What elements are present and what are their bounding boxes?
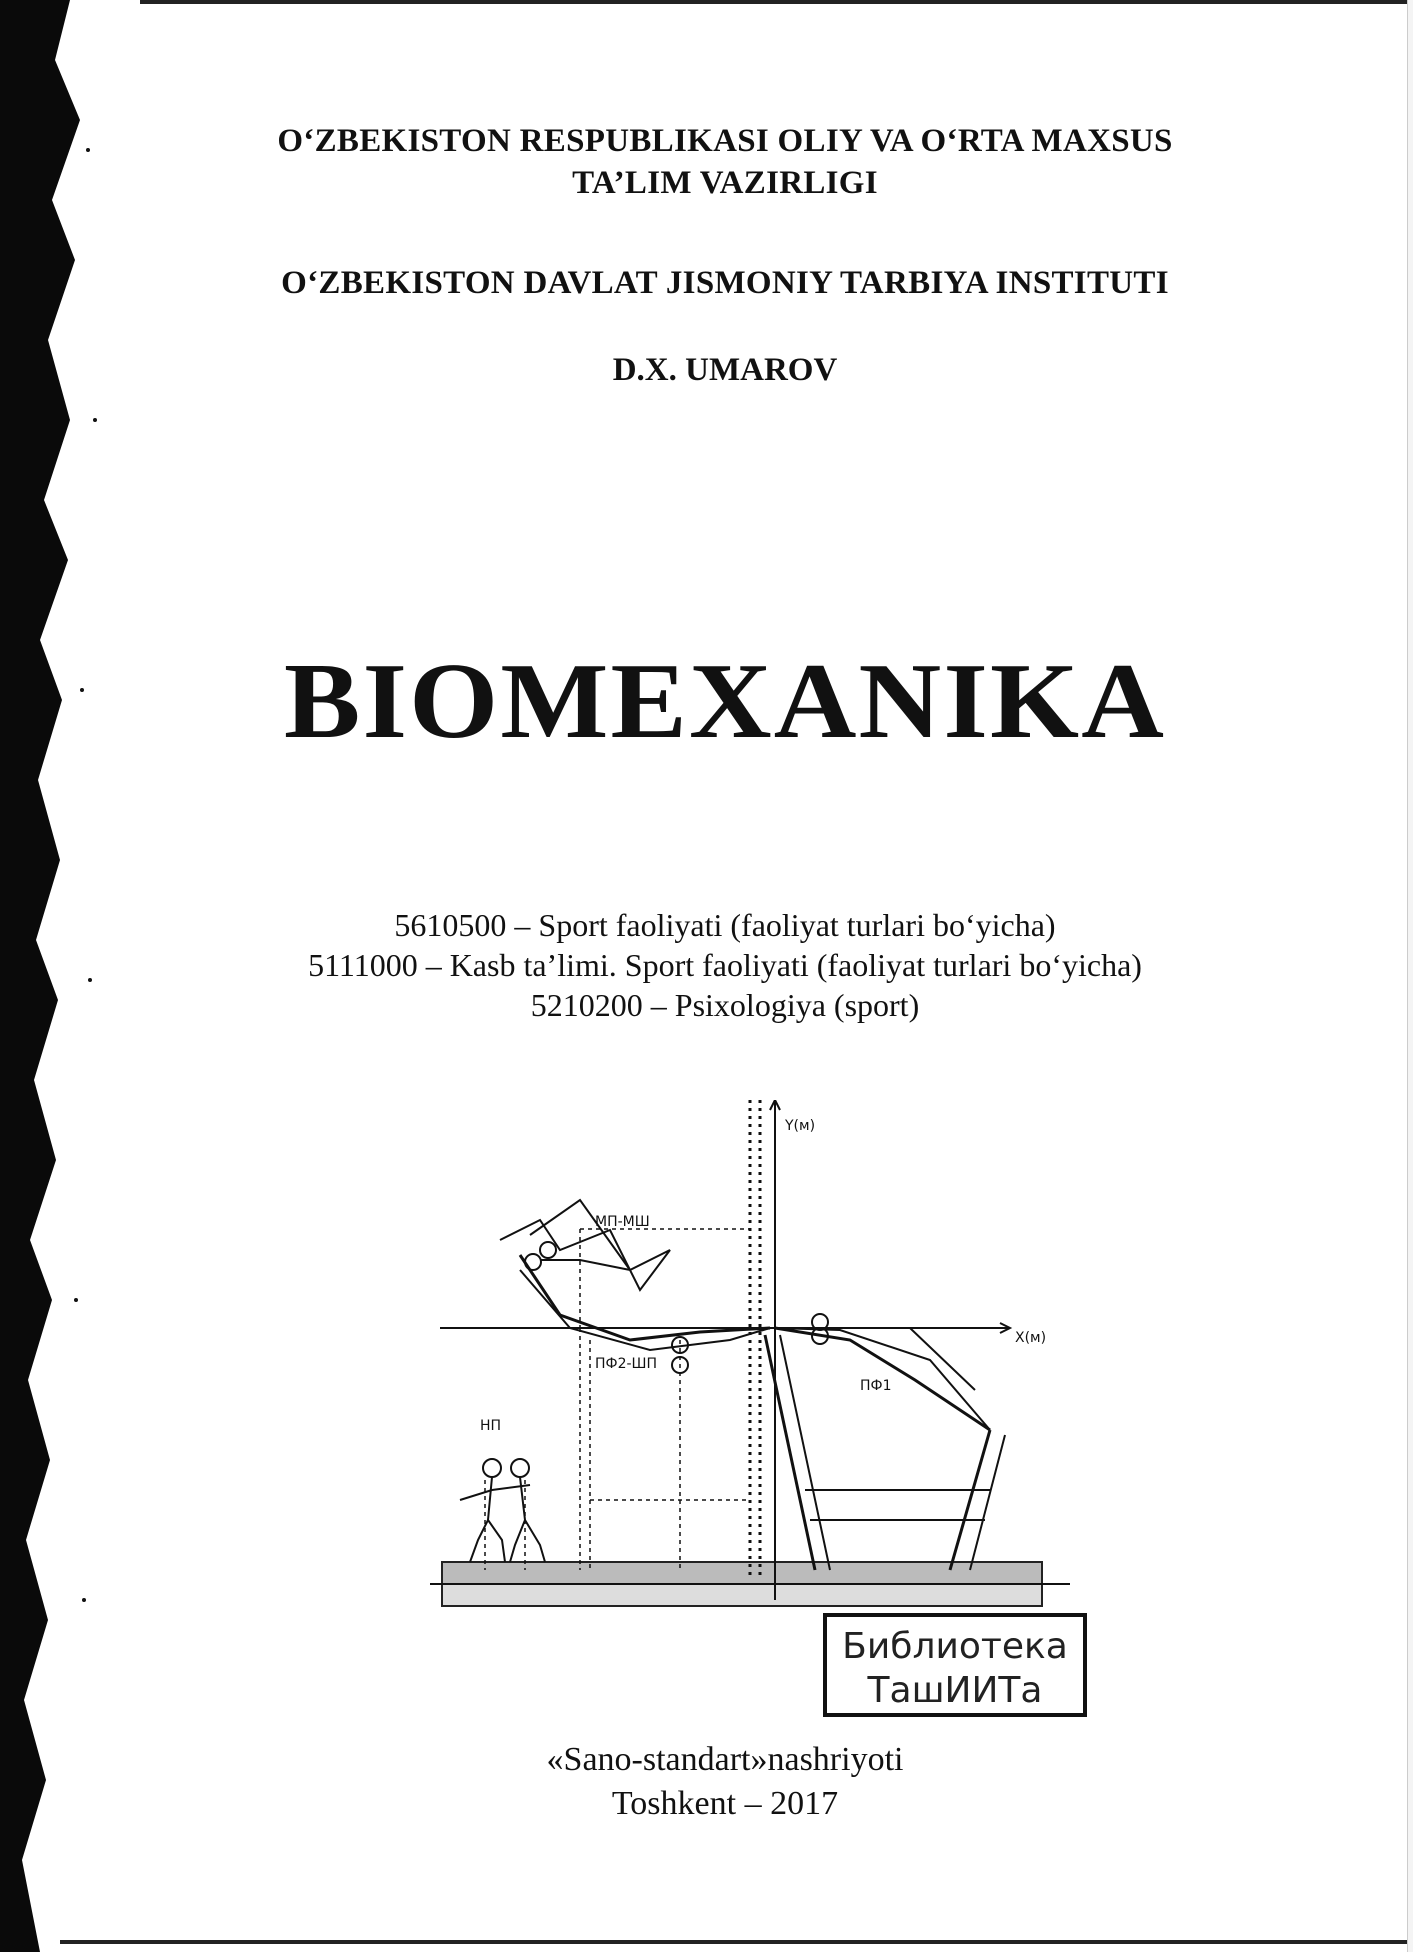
specialty-list bbox=[150, 905, 1300, 1025]
stamp-line-1: Библиотека bbox=[842, 1626, 1068, 1667]
ministry-line-1: O‘ZBEKISTON RESPUBLIKASI OLIY VA O‘RTA MAXSUS bbox=[277, 123, 1173, 159]
specialty-3: 5210200 – Psixologiya (sport) bbox=[530, 987, 920, 1023]
publisher-block bbox=[150, 1738, 1300, 1826]
scan-frame-bottom bbox=[60, 1940, 1413, 1944]
specialty-1: 5610500 – Sport faoliyati (faoliyat turlari bo‘yicha) bbox=[394, 907, 1056, 943]
book-title: BIOMEXANIKA bbox=[284, 642, 1166, 761]
place-year: Toshkent – 2017 bbox=[611, 1785, 839, 1822]
author-name: D.X. UMAROV bbox=[612, 352, 838, 388]
specialty-2: 5111000 – Kasb ta’limi. Sport faoliyati (faoliyat turlari bo‘yicha) bbox=[308, 947, 1142, 983]
publisher-name: «Sano-standart»nashriyoti bbox=[546, 1741, 904, 1778]
label-mp: МП-МШ bbox=[595, 1214, 650, 1230]
label-np: НП bbox=[480, 1418, 502, 1434]
ministry-heading bbox=[150, 120, 1300, 204]
scan-frame-right bbox=[1407, 0, 1413, 1952]
scan-frame-top bbox=[140, 0, 1413, 4]
library-stamp bbox=[820, 1610, 1090, 1720]
institute-name: O‘ZBEKISTON DAVLAT JISMONIY TARBIYA INSTITUTI bbox=[281, 265, 1169, 301]
scan-dark-edge bbox=[0, 0, 130, 1952]
y-axis-label: Y(м) bbox=[785, 1118, 816, 1134]
stamp-line-2: ТашИИТа bbox=[867, 1670, 1043, 1711]
label-pf1: ПФ1 bbox=[860, 1378, 892, 1394]
x-axis-label: X(м) bbox=[1015, 1330, 1047, 1346]
label-pf2: ПФ2-ШП bbox=[595, 1356, 658, 1372]
ministry-line-2: TA’LIM VAZIRLIGI bbox=[572, 165, 878, 201]
